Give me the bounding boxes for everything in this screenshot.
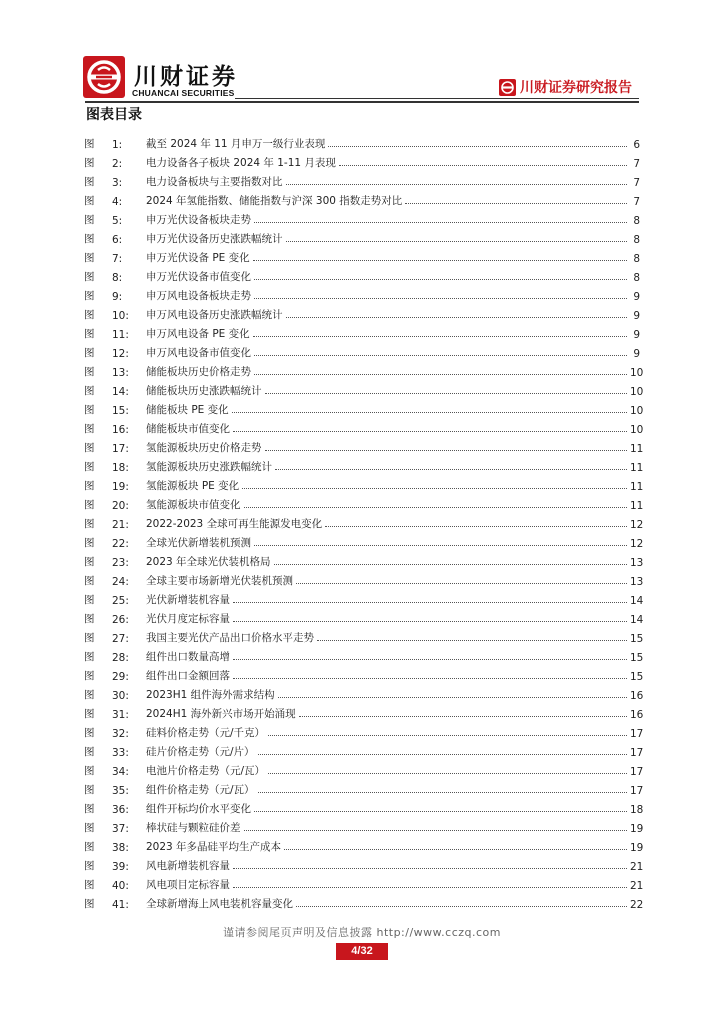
toc-title: 储能板块市值变化 xyxy=(146,423,230,435)
toc-title: 2022-2023 全球可再生能源发电变化 xyxy=(146,518,323,530)
toc-leader xyxy=(274,564,627,565)
toc-leader xyxy=(233,621,627,622)
toc-page: 11 xyxy=(630,462,644,474)
toc-label: 图 xyxy=(84,765,95,777)
toc-leader xyxy=(233,887,627,888)
toc-entry[interactable] xyxy=(84,626,644,645)
report-tag xyxy=(499,77,632,97)
toc-number: 34: xyxy=(112,766,129,778)
toc-leader xyxy=(268,773,627,774)
toc-number: 39: xyxy=(112,861,129,873)
toc-title: 氢能源板块历史涨跌幅统计 xyxy=(146,461,272,473)
toc-page: 7 xyxy=(633,177,640,189)
toc-page: 9 xyxy=(633,310,640,322)
toc-page: 9 xyxy=(633,291,640,303)
toc-title: 2024 年氢能指数、储能指数与沪深 300 指数走势对比 xyxy=(146,195,403,207)
toc-number: 30: xyxy=(112,690,129,702)
toc-leader xyxy=(299,716,627,717)
toc-title: 申万风电设备 PE 变化 xyxy=(146,328,250,340)
toc-number: 5: xyxy=(112,215,123,227)
brand-name-en: CHUANCAI SECURITIES xyxy=(132,88,235,98)
toc-title: 全球新增海上风电装机容量变化 xyxy=(146,898,293,910)
toc-entry[interactable] xyxy=(84,702,644,721)
toc-entry[interactable] xyxy=(84,341,640,360)
toc-leader xyxy=(296,906,627,907)
toc-leader xyxy=(268,735,627,736)
toc-title: 光伏新增装机容量 xyxy=(146,594,230,606)
header-divider xyxy=(235,98,639,99)
toc-number: 18: xyxy=(112,462,129,474)
toc-leader xyxy=(233,678,627,679)
toc-number: 31: xyxy=(112,709,129,721)
toc-entry[interactable] xyxy=(84,854,644,873)
toc-label: 图 xyxy=(84,860,95,872)
toc-label: 图 xyxy=(84,347,95,359)
toc-entry[interactable] xyxy=(84,550,644,569)
toc-number: 25: xyxy=(112,595,129,607)
toc-page: 16 xyxy=(630,690,644,702)
toc-number: 11: xyxy=(112,329,129,341)
toc-leader xyxy=(286,241,628,242)
toc-entry[interactable] xyxy=(84,417,644,436)
toc-leader xyxy=(254,298,627,299)
toc-number: 9: xyxy=(112,291,123,303)
toc-title: 电力设备板块与主要指数对比 xyxy=(146,176,283,188)
toc-title: 申万光伏设备市值变化 xyxy=(146,271,251,283)
toc-leader xyxy=(265,393,628,394)
toc-entry[interactable] xyxy=(84,816,644,835)
toc-label: 图 xyxy=(84,480,95,492)
toc-label: 图 xyxy=(84,366,95,378)
toc-label: 图 xyxy=(84,138,95,150)
toc-entry[interactable] xyxy=(84,360,644,379)
toc-title: 光伏月度定标容量 xyxy=(146,613,230,625)
toc-page: 15 xyxy=(630,671,644,683)
toc-leader xyxy=(244,830,628,831)
toc-number: 33: xyxy=(112,747,129,759)
toc-number: 7: xyxy=(112,253,123,265)
toc-page: 7 xyxy=(633,196,640,208)
header-divider-bold xyxy=(85,101,639,103)
toc-leader xyxy=(233,868,627,869)
toc-leader xyxy=(328,146,627,147)
toc-label: 图 xyxy=(84,708,95,720)
toc-label: 图 xyxy=(84,309,95,321)
toc-page: 18 xyxy=(630,804,644,816)
toc-entry[interactable] xyxy=(84,664,644,683)
toc-page: 11 xyxy=(630,481,644,493)
toc-label: 图 xyxy=(84,784,95,796)
toc-leader xyxy=(254,545,627,546)
toc-number: 2: xyxy=(112,158,123,170)
toc-page: 10 xyxy=(630,367,644,379)
toc-label: 图 xyxy=(84,575,95,587)
small-logo-icon xyxy=(499,79,516,96)
toc-number: 20: xyxy=(112,500,129,512)
toc-title: 硅料价格走势（元/千克） xyxy=(146,727,266,739)
toc-number: 1: xyxy=(112,139,123,151)
toc-title: 储能板块历史价格走势 xyxy=(146,366,251,378)
toc-entry[interactable] xyxy=(84,303,640,322)
toc-number: 15: xyxy=(112,405,129,417)
toc-number: 13: xyxy=(112,367,129,379)
toc-number: 19: xyxy=(112,481,129,493)
toc-entry[interactable] xyxy=(84,265,640,284)
toc-entry[interactable] xyxy=(84,170,640,189)
toc-title: 储能板块 PE 变化 xyxy=(146,404,229,416)
toc-leader xyxy=(244,507,628,508)
toc-entry[interactable] xyxy=(84,873,644,892)
toc-entry[interactable] xyxy=(84,474,644,493)
footer-disclaimer: 谨请参阅尾页声明及信息披露 http://www.cczq.com xyxy=(222,926,501,939)
toc-entry[interactable] xyxy=(84,892,644,911)
toc-entry[interactable] xyxy=(84,645,644,664)
toc-label: 图 xyxy=(84,461,95,473)
toc-number: 35: xyxy=(112,785,129,797)
toc-number: 4: xyxy=(112,196,123,208)
section-title: 图表目录 xyxy=(86,107,142,123)
toc-title: 申万风电设备历史涨跌幅统计 xyxy=(146,309,283,321)
toc-number: 32: xyxy=(112,728,129,740)
toc-number: 26: xyxy=(112,614,129,626)
toc-title: 2024H1 海外新兴市场开始涌现 xyxy=(146,708,296,720)
toc-label: 图 xyxy=(84,385,95,397)
toc-label: 图 xyxy=(84,822,95,834)
toc-number: 14: xyxy=(112,386,129,398)
toc-title: 我国主要光伏产品出口价格水平走势 xyxy=(146,632,314,644)
toc-label: 图 xyxy=(84,670,95,682)
toc-title: 2023 年全球光伏装机格局 xyxy=(146,556,271,568)
page-number-badge: 4/32 xyxy=(336,943,388,960)
toc-entry[interactable] xyxy=(84,569,644,588)
toc-leader xyxy=(286,317,628,318)
toc-label: 图 xyxy=(84,594,95,606)
toc-label: 图 xyxy=(84,214,95,226)
toc-page: 19 xyxy=(630,842,644,854)
toc-label: 图 xyxy=(84,727,95,739)
toc-page: 12 xyxy=(630,538,644,550)
toc-page: 10 xyxy=(630,386,644,398)
toc-page: 8 xyxy=(633,234,640,246)
toc-page: 8 xyxy=(633,253,640,265)
toc-title: 2023 年多晶硅平均生产成本 xyxy=(146,841,282,853)
toc-label: 图 xyxy=(84,803,95,815)
toc-label: 图 xyxy=(84,176,95,188)
toc-number: 3: xyxy=(112,177,123,189)
toc-page: 6 xyxy=(633,139,640,151)
toc-title: 申万风电设备市值变化 xyxy=(146,347,251,359)
toc-entry[interactable] xyxy=(84,379,644,398)
toc-entry[interactable] xyxy=(84,835,644,854)
toc-title: 组件出口金额回落 xyxy=(146,670,230,682)
toc-leader xyxy=(317,640,627,641)
table-of-figures xyxy=(84,132,644,911)
toc-label: 图 xyxy=(84,423,95,435)
toc-entry[interactable] xyxy=(84,683,644,702)
toc-title: 申万光伏设备 PE 变化 xyxy=(146,252,250,264)
toc-leader xyxy=(296,583,627,584)
toc-title: 氢能源板块市值变化 xyxy=(146,499,241,511)
toc-title: 棒状硅与颗粒硅价差 xyxy=(146,822,241,834)
toc-leader xyxy=(233,602,627,603)
brand-name-cn: 川财证券 xyxy=(134,64,238,90)
toc-leader xyxy=(284,849,627,850)
toc-page: 21 xyxy=(630,880,644,892)
toc-title: 申万光伏设备板块走势 xyxy=(146,214,251,226)
toc-title: 申万风电设备板块走势 xyxy=(146,290,251,302)
company-logo-icon xyxy=(83,56,125,98)
toc-title: 组件开标均价水平变化 xyxy=(146,803,251,815)
toc-leader xyxy=(232,412,627,413)
toc-page: 8 xyxy=(633,215,640,227)
toc-page: 13 xyxy=(630,576,644,588)
toc-label: 图 xyxy=(84,271,95,283)
toc-title: 2023H1 组件海外需求结构 xyxy=(146,689,275,701)
toc-leader xyxy=(339,165,627,166)
toc-title: 电池片价格走势（元/瓦） xyxy=(146,765,266,777)
toc-leader xyxy=(258,792,627,793)
toc-leader xyxy=(242,488,627,489)
toc-number: 24: xyxy=(112,576,129,588)
toc-label: 图 xyxy=(84,157,95,169)
page-header xyxy=(0,0,724,104)
toc-entry[interactable] xyxy=(84,132,640,151)
toc-page: 9 xyxy=(633,329,640,341)
toc-leader xyxy=(233,431,627,432)
toc-entry[interactable] xyxy=(84,455,644,474)
toc-label: 图 xyxy=(84,841,95,853)
toc-page: 9 xyxy=(633,348,640,360)
toc-page: 17 xyxy=(630,785,644,797)
toc-page: 8 xyxy=(633,272,640,284)
toc-label: 图 xyxy=(84,898,95,910)
toc-label: 图 xyxy=(84,746,95,758)
toc-number: 29: xyxy=(112,671,129,683)
toc-label: 图 xyxy=(84,404,95,416)
toc-page: 15 xyxy=(630,652,644,664)
toc-entry[interactable] xyxy=(84,208,640,227)
toc-title: 风电项目定标容量 xyxy=(146,879,230,891)
toc-entry[interactable] xyxy=(84,740,644,759)
toc-entry[interactable] xyxy=(84,797,644,816)
toc-page: 13 xyxy=(630,557,644,569)
toc-page: 12 xyxy=(630,519,644,531)
report-tag-text: 川财证券研究报告 xyxy=(520,80,632,96)
toc-leader xyxy=(254,222,627,223)
toc-number: 36: xyxy=(112,804,129,816)
toc-leader xyxy=(253,260,627,261)
toc-page: 7 xyxy=(633,158,640,170)
toc-leader xyxy=(258,754,627,755)
toc-leader xyxy=(233,659,627,660)
toc-entry[interactable] xyxy=(84,189,640,208)
toc-entry[interactable] xyxy=(84,778,644,797)
toc-label: 图 xyxy=(84,613,95,625)
toc-title: 硅片价格走势（元/片） xyxy=(146,746,255,758)
toc-page: 15 xyxy=(630,633,644,645)
toc-number: 27: xyxy=(112,633,129,645)
toc-label: 图 xyxy=(84,442,95,454)
toc-entry[interactable] xyxy=(84,284,640,303)
toc-page: 17 xyxy=(630,766,644,778)
toc-page: 14 xyxy=(630,614,644,626)
toc-title: 氢能源板块 PE 变化 xyxy=(146,480,240,492)
toc-entry[interactable] xyxy=(84,531,644,550)
toc-entry[interactable] xyxy=(84,322,640,341)
toc-label: 图 xyxy=(84,689,95,701)
toc-entry[interactable] xyxy=(84,436,644,455)
toc-number: 28: xyxy=(112,652,129,664)
toc-label: 图 xyxy=(84,233,95,245)
toc-number: 40: xyxy=(112,880,129,892)
toc-label: 图 xyxy=(84,499,95,511)
toc-number: 21: xyxy=(112,519,129,531)
toc-leader xyxy=(278,697,627,698)
toc-page: 21 xyxy=(630,861,644,873)
toc-label: 图 xyxy=(84,518,95,530)
toc-leader xyxy=(253,336,627,337)
toc-leader xyxy=(254,811,627,812)
toc-title: 组件价格走势（元/瓦） xyxy=(146,784,255,796)
toc-label: 图 xyxy=(84,195,95,207)
toc-number: 38: xyxy=(112,842,129,854)
toc-number: 6: xyxy=(112,234,123,246)
toc-entry[interactable] xyxy=(84,493,644,512)
toc-title: 申万光伏设备历史涨跌幅统计 xyxy=(146,233,283,245)
toc-label: 图 xyxy=(84,252,95,264)
toc-number: 23: xyxy=(112,557,129,569)
toc-title: 储能板块历史涨跌幅统计 xyxy=(146,385,262,397)
toc-page: 17 xyxy=(630,747,644,759)
toc-number: 12: xyxy=(112,348,129,360)
toc-title: 组件出口数量高增 xyxy=(146,651,230,663)
toc-title: 氢能源板块历史价格走势 xyxy=(146,442,262,454)
toc-entry[interactable] xyxy=(84,607,644,626)
toc-number: 17: xyxy=(112,443,129,455)
toc-page: 10 xyxy=(630,424,644,436)
toc-leader xyxy=(405,203,627,204)
toc-label: 图 xyxy=(84,651,95,663)
toc-entry[interactable] xyxy=(84,227,640,246)
toc-page: 10 xyxy=(630,405,644,417)
toc-number: 41: xyxy=(112,899,129,911)
toc-entry[interactable] xyxy=(84,398,644,417)
toc-label: 图 xyxy=(84,290,95,302)
toc-number: 37: xyxy=(112,823,129,835)
toc-number: 10: xyxy=(112,310,129,322)
toc-leader xyxy=(254,355,627,356)
toc-page: 11 xyxy=(630,443,644,455)
toc-title: 风电新增装机容量 xyxy=(146,860,230,872)
toc-leader xyxy=(254,279,627,280)
toc-label: 图 xyxy=(84,632,95,644)
toc-entry[interactable] xyxy=(84,151,640,170)
toc-leader xyxy=(265,450,628,451)
toc-number: 8: xyxy=(112,272,123,284)
toc-number: 16: xyxy=(112,424,129,436)
toc-page: 22 xyxy=(630,899,644,911)
toc-page: 11 xyxy=(630,500,644,512)
toc-label: 图 xyxy=(84,537,95,549)
toc-label: 图 xyxy=(84,556,95,568)
toc-title: 电力设备各子板块 2024 年 1-11 月表现 xyxy=(146,157,336,169)
toc-leader xyxy=(254,374,627,375)
toc-entry[interactable] xyxy=(84,759,644,778)
toc-leader xyxy=(275,469,627,470)
toc-label: 图 xyxy=(84,879,95,891)
toc-title: 全球光伏新增装机预测 xyxy=(146,537,251,549)
toc-page: 17 xyxy=(630,728,644,740)
toc-leader xyxy=(325,526,627,527)
toc-entry[interactable] xyxy=(84,721,644,740)
toc-entry[interactable] xyxy=(84,512,644,531)
toc-entry[interactable] xyxy=(84,588,644,607)
toc-page: 19 xyxy=(630,823,644,835)
toc-title: 全球主要市场新增光伏装机预测 xyxy=(146,575,293,587)
toc-page: 16 xyxy=(630,709,644,721)
toc-entry[interactable] xyxy=(84,246,640,265)
toc-page: 14 xyxy=(630,595,644,607)
toc-leader xyxy=(286,184,628,185)
toc-title: 截至 2024 年 11 月申万一级行业表现 xyxy=(146,138,326,150)
toc-number: 22: xyxy=(112,538,129,550)
toc-label: 图 xyxy=(84,328,95,340)
